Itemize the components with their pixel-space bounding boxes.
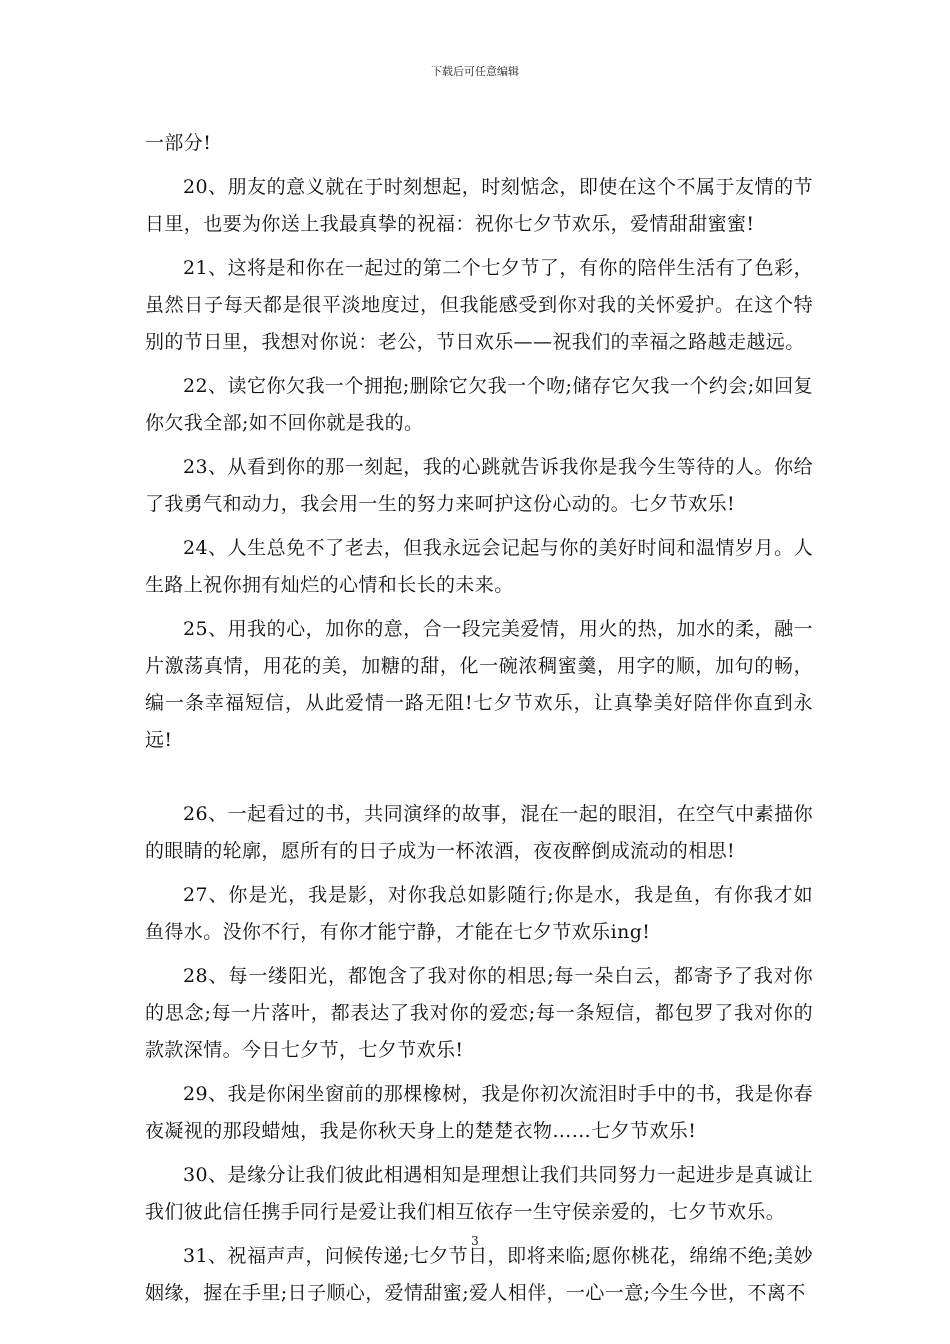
page-header: 下载后可任意编辑	[431, 65, 519, 78]
paragraph-27: 27、你是光，我是影，对你我总如影随行;你是水，我是鱼，有你我才如鱼得水。没你不行，有你才能宁静，才能在七夕节欢乐ing!	[145, 884, 813, 943]
paragraph-26: 26、一起看过的书，共同演绎的故事，混在一起的眼泪，在空气中素描你的眼睛的轮廓，愿所有的日子成为一杯浓酒，夜夜醉倒成流动的相思!	[145, 803, 813, 862]
paragraph-23: 23、从看到你的那一刻起，我的心跳就告诉我你是我今生等待的人。你给了我勇气和动力，我会用一生的努力来呵护这份心动的。七夕节欢乐!	[145, 456, 813, 515]
paragraph-29: 29、我是你闲坐窗前的那棵橡树，我是你初次流泪时手中的书，我是你春夜凝视的那段蜡烛，我是你秋天身上的楚楚衣物……七夕节欢乐!	[145, 1083, 813, 1142]
document-body	[145, 125, 813, 1319]
paragraph-28: 28、每一缕阳光，都饱含了我对你的相思;每一朵白云，都寄予了我对你的思念;每一片落叶，都表达了我对你的爱恋;每一条短信，都包罗了我对你的款款深情。今日七夕节，七夕节欢乐!	[145, 965, 813, 1061]
page-number: 3	[471, 1234, 479, 1248]
paragraph-24: 24、人生总免不了老去，但我永远会记起与你的美好时间和温情岁月。人生路上祝你拥有灿烂的心情和长长的未来。	[145, 537, 813, 596]
paragraph-30: 30、是缘分让我们彼此相遇相知是理想让我们共同努力一起进步是真诚让我们彼此信任携手同行是爱让我们相互依存一生守侯亲爱的，七夕节欢乐。	[145, 1164, 813, 1223]
paragraph-31: 31、祝福声声，问候传递;七夕节日，即将来临;愿你桃花，绵绵不绝;美妙姻缘，握在手里;日子顺心，爱情甜蜜;爱人相伴，一心一意;今生今世，不离不	[145, 1245, 813, 1304]
paragraph-22: 22、读它你欠我一个拥抱;删除它欠我一个吻;储存它欠我一个约会;如回复你欠我全部;如不回你就是我的。	[145, 375, 813, 434]
paragraph-25: 25、用我的心，加你的意，合一段完美爱情，用火的热，加水的柔，融一片激荡真情，用花的美，加糖的甜，化一碗浓稠蜜羹，用字的顺，加句的畅，编一条幸福短信，从此爱情一路无阻!七夕节欢乐，让真挚美好陪伴你直到永远!	[145, 618, 813, 751]
paragraph-20: 20、朋友的意义就在于时刻想起，时刻惦念，即使在这个不属于友情的节日里，也要为你送上我最真挚的祝福：祝你七夕节欢乐，爱情甜甜蜜蜜!	[145, 176, 813, 235]
paragraph-21: 21、这将是和你在一起过的第二个七夕节了，有你的陪伴生活有了色彩，虽然日子每天都是很平淡地度过，但我能感受到你对我的关怀爱护。在这个特别的节日里，我想对你说：老公，节日欢乐——祝我们的幸福之路越走越远。	[145, 257, 813, 353]
paragraph-gap	[145, 766, 813, 796]
paragraph-continuation: 一部分!	[145, 132, 212, 154]
